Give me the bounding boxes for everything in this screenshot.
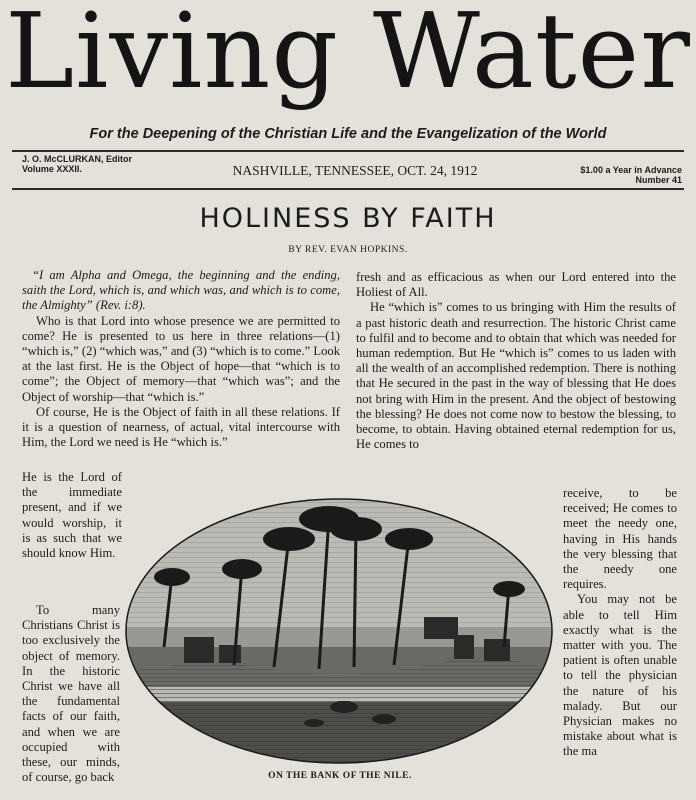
price-line: $1.00 a Year in Advance [580,165,682,175]
article-byline: BY REV. EVAN HOPKINS. [288,245,408,255]
place-date: NASHVILLE, TENNESSEE, OCT. 24, 1912 [232,163,478,178]
epigraph: “I am Alpha and Omega, the beginning and the ending, saith the Lord, which is, and which was, and which is to come, the Almighty” (Rev. i:8). [22,268,340,313]
nile-engraving [124,497,554,765]
paragraph: Who is that Lord into whose presence we are permitted to come? He is presented to us here in three relations—(1) “which is,” (2) “which was,” and (3) “which is to come.” Look at the last first. He is the Object of hope—that “which is to come”; the Object of memory—that “which was”; and the Object of worship—that “which is.” [22,313,340,404]
paragraph: He “which is” comes to us bringing with Him the results of a past historic death and resurrection. The historic Christ came to fulfil and to become and to obtain that which was needed for human redemption. But He “which is” comes to us laden with all the wealth of an accomplished redemption. There is nothing that He secured in the past in the way of blessing that He does not bring with Him in the present. And the object of bestowing the blessing? He does not come now to bestow the blessing, to become, to obtain. Having obtained eternal redemption for us, He comes to [356,300,676,452]
editor-line: J. O. McCLURKAN, Editor [22,154,133,164]
masthead-title: Living Water [5,0,691,112]
left-column-narrow [22,603,120,785]
left-column-top [22,268,340,450]
masthead-rule-top [12,150,684,152]
price-number-block [580,165,682,185]
paragraph: fresh and as efficacious as when our Lord entered into the Holiest of All. [356,270,676,300]
editor-volume-block [22,154,132,174]
article-headline: HOLINESS BY FAITH [199,203,497,234]
masthead-tagline: For the Deepening of the Christian Life and the Evangelization of the World [89,126,607,142]
paragraph: You may not be able to tell Him exactly what is the matter with you. The patient is often unable to tell the physician the nature of his malady. But our Physician makes no mistake about what is the ma [563,592,677,759]
left-column-narrow [22,470,122,561]
paragraph: He is the Lord of the immediate present, and if we would worship, it is as such that we should know Him. [22,470,122,561]
paragraph: To many Christians Christ is too exclusively the object of memory. In the historic Christ we have all the fundamental facts of our faith, and when we are occupied with these, our minds, of course, go back [22,603,120,785]
paragraph: receive, to be received; He comes to meet the needy one, having in His hands the very blessing that the needy one requires. [563,486,677,592]
right-column-top [356,270,676,452]
right-column-narrow [563,486,677,760]
illustration-caption: ON THE BANK OF THE NILE. [268,771,412,781]
paragraph: Of course, He is the Object of faith in all these relations. If it is a question of nearness, of actual, vital intercourse with Him, the Lord we need is He “which is.” [22,404,340,450]
issue-number: Number 41 [635,175,682,185]
volume-line: Volume XXXII. [22,164,82,174]
masthead-rule-bottom [12,188,684,190]
